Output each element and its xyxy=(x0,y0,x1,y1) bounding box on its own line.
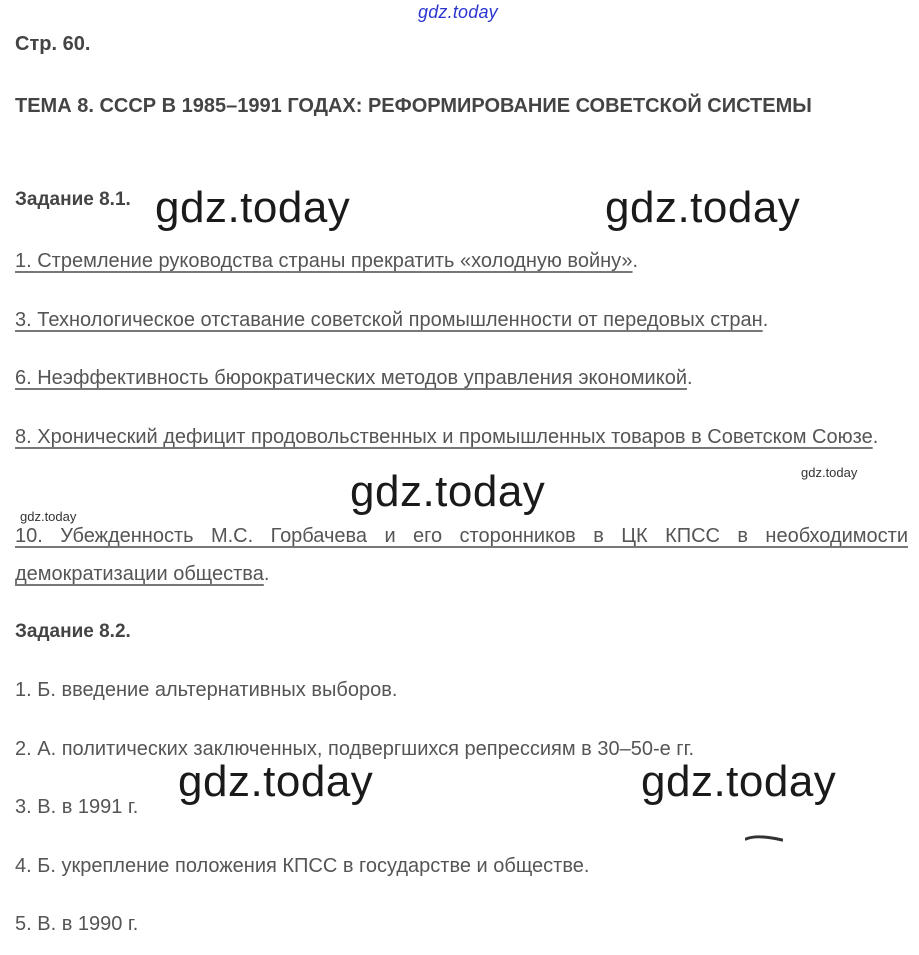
task-8-1-item xyxy=(15,418,908,456)
task-8-1-item-end: . xyxy=(872,426,879,448)
watermark-top: gdz.today xyxy=(418,2,498,22)
watermark-large: gdz.today xyxy=(641,757,837,806)
watermark-large: gdz.today xyxy=(605,183,801,232)
task-8-1-item-text: 3. Технологическое отставание советской промышленности от передовых стран xyxy=(15,309,763,331)
task-8-1-item xyxy=(15,301,908,339)
task-8-1-item-end: . xyxy=(762,309,769,331)
watermark-large: gdz.today xyxy=(178,757,374,806)
watermark-small: gdz.today xyxy=(801,465,858,480)
task-8-2-heading: Задание 8.2. xyxy=(15,621,131,642)
task-8-1-item xyxy=(15,359,908,397)
topic-title: ТЕМА 8. СССР В 1985–1991 ГОДАХ: РЕФОРМИРОВАНИЕ СОВЕТСКОЙ СИСТЕМЫ xyxy=(15,95,812,117)
watermark-large: gdz.today xyxy=(350,467,546,516)
pen-mark xyxy=(745,835,783,842)
page-reference: Стр. 60. xyxy=(15,33,91,55)
watermark-large: gdz.today xyxy=(155,183,351,232)
watermark-small: gdz.today xyxy=(20,509,77,524)
task-8-1-item xyxy=(15,242,908,280)
task-8-1-item-end: . xyxy=(632,250,639,272)
task-8-2-answer: 2. А. политических заключенных, подвергшихся репрессиям в 30–50-е гг. xyxy=(15,738,694,760)
task-8-1-item-text: 6. Неэффективность бюрократических методов управления экономикой xyxy=(15,367,687,389)
task-8-1-item-text: 10. Убежденность М.С. Горбачева и его сторонников в ЦК КПСС в необходимости демократизации общества xyxy=(15,525,908,585)
task-8-2-answer: 1. Б. введение альтернативных выборов. xyxy=(15,679,398,701)
task-8-1-item-text: 1. Стремление руководства страны прекратить «холодную войну» xyxy=(15,250,633,272)
task-8-1-heading: Задание 8.1. xyxy=(15,189,131,210)
task-8-1-item-end: . xyxy=(687,367,693,389)
task-8-1-item-text: 8. Хронический дефицит продовольственных и промышленных товаров в Советском Союзе xyxy=(15,426,873,448)
task-8-1-item-end: . xyxy=(263,563,270,585)
task-8-2-answer: 4. Б. укрепление положения КПСС в государстве и обществе. xyxy=(15,855,590,877)
task-8-1-item xyxy=(15,517,908,593)
task-8-2-answer: 5. В. в 1990 г. xyxy=(15,913,139,935)
task-8-2-answer: 3. В. в 1991 г. xyxy=(15,796,139,818)
